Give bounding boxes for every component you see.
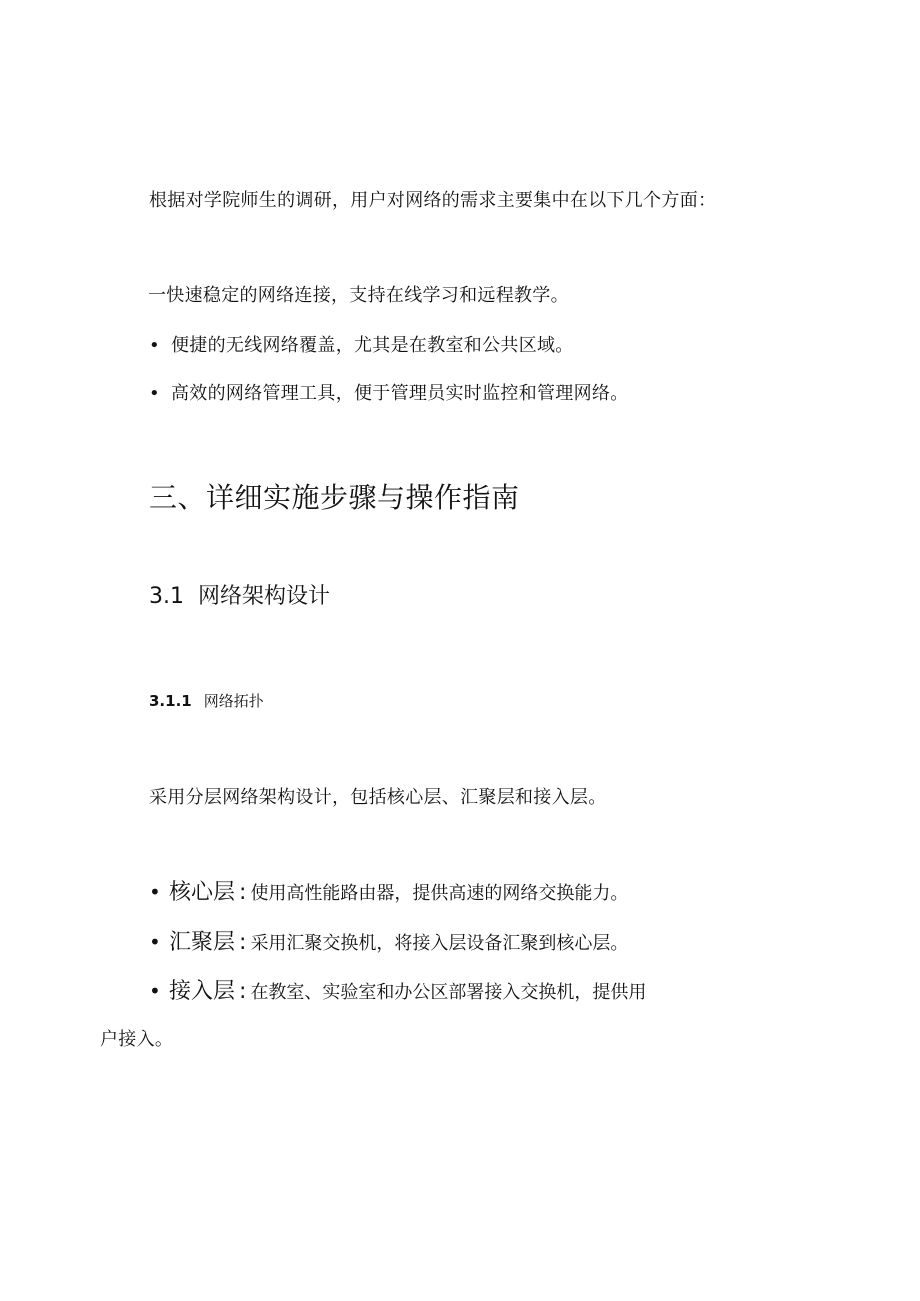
requirement-item	[148, 287, 569, 305]
layer-term: 核心层	[169, 880, 236, 905]
bullet-icon: •	[149, 383, 160, 404]
layer-colon: :	[239, 979, 247, 1004]
subsubsection-number: 3.1.1	[149, 692, 192, 710]
layer-item-aggregation	[149, 932, 628, 954]
layer-description: 采用汇聚交换机，将接入层设备汇聚到核心层。	[250, 933, 629, 954]
layer-item-access	[149, 981, 646, 1003]
layer-item-core	[149, 882, 628, 904]
layer-description: 在教室、实验室和办公区部署接入交换机，提供用	[250, 982, 647, 1003]
requirement-item	[149, 337, 574, 355]
layer-term: 接入层	[169, 979, 236, 1004]
bullet-icon: •	[149, 335, 160, 356]
subsection-heading	[149, 586, 330, 608]
subsection-number: 3.1	[149, 584, 184, 609]
bullet-icon: •	[149, 930, 161, 954]
requirement-text: 一快速稳定的网络连接，支持在线学习和远程教学。	[148, 285, 569, 306]
requirement-text: 高效的网络管理工具，便于管理员实时监控和管理网络。	[171, 383, 629, 404]
subsubsection-heading	[149, 694, 264, 709]
subsubsection-title: 网络拓扑	[203, 692, 264, 710]
layer-description: 使用高性能路由器，提供高速的网络交换能力。	[250, 883, 629, 904]
intro-paragraph: 根据对学院师生的调研，用户对网络的需求主要集中在以下几个方面：	[149, 190, 717, 211]
requirement-item	[149, 385, 629, 403]
requirement-text: 便捷的无线网络覆盖，尤其是在教室和公共区域。	[171, 335, 574, 356]
layer-colon: :	[239, 930, 247, 955]
layer-colon: :	[239, 880, 247, 905]
layer-description-continuation: 户接入。	[100, 1029, 174, 1050]
layer-term: 汇聚层	[169, 930, 236, 955]
bullet-icon: •	[149, 979, 161, 1003]
section-heading: 三、详细实施步骤与操作指南	[149, 481, 520, 514]
bullet-icon: •	[149, 880, 161, 904]
architecture-intro: 采用分层网络架构设计，包括核心层、汇聚层和接入层。	[149, 787, 607, 808]
subsection-title: 网络架构设计	[198, 584, 331, 609]
